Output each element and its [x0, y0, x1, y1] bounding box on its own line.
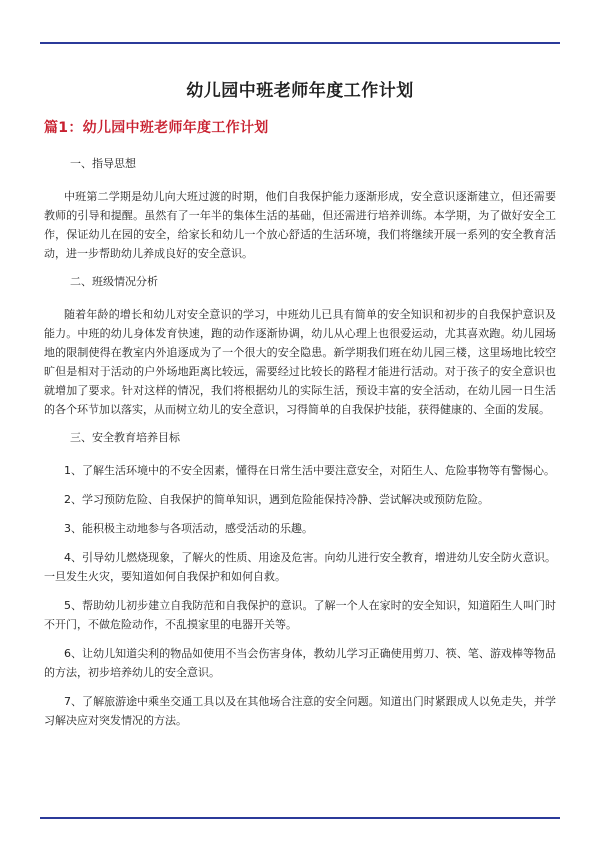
goal-item: 7、了解旅游途中乘坐交通工具以及在其他场合注意的安全问题。知道出门时紧跟成人以免走失，并学习解决应对突发情况的方法。	[44, 695, 556, 727]
section-safety-goals	[44, 429, 556, 730]
paragraph: 随着年龄的增长和幼儿对安全意识的学习，中班幼儿已具有简单的安全知识和初步的自我保护意识及能力。中班的幼儿身体发育快速，跑的动作逐渐协调，幼儿从心理上也很爱运动，尤其喜欢跑。幼儿园场地的限制使得在教室内外追逐成为了一个很大的安全隐患。新学期我们班在幼儿园三楼，这里场地比较空旷但是相对于活动的户外场地距离比较远，需要经过比较长的路程才能进行活动。对于孩子的安全意识也就增加了要求。针对这样的情况，我们将根据幼儿的实际生活，预设丰富的安全活动，在幼儿园一日生活的各个环节加以落实，从而树立幼儿的安全意识，习得简单的自我保护技能，获得健康的、全面的发展。	[44, 308, 556, 416]
goal-item: 2、学习预防危险、自我保护的简单知识，遇到危险能保持冷静、尝试解决或预防危险。	[64, 493, 489, 506]
bottom-divider	[40, 817, 560, 819]
section-title: 篇1：幼儿园中班老师年度工作计划	[44, 120, 269, 136]
section-heading: 三、安全教育培养目标	[70, 431, 180, 444]
section-heading: 一、指导思想	[70, 157, 136, 170]
section-class-analysis	[44, 273, 556, 419]
goal-item: 1、了解生活环境中的不安全因素，懂得在日常生活中要注意安全，对陌生人、危险事物等有警惕心。	[64, 464, 555, 477]
goal-item: 3、能积极主动地参与各项活动，感受活动的乐趣。	[64, 522, 313, 535]
goal-item: 5、帮助幼儿初步建立自我防范和自我保护的意识。了解一个人在家时的安全知识，知道陌生人叫门时不开门，不做危险动作，不乱摸家里的电器开关等。	[44, 599, 556, 631]
document-title: 幼儿园中班老师年度工作计划	[186, 81, 414, 101]
section-guiding-ideology	[44, 155, 556, 263]
paragraph: 中班第二学期是幼儿向大班过渡的时期，他们自我保护能力逐渐形成，安全意识逐渐建立，但还需要教师的引导和提醒。虽然有了一年半的集体生活的基础，但还需进行培养训练。本学期，为了做好安全工作，保证幼儿在园的安全，给家长和幼儿一个放心舒适的生活环境，我们将继续开展一系列的安全教育活动，进一步帮助幼儿养成良好的安全意识。	[44, 190, 556, 260]
goal-item: 4、引导幼儿燃烧现象，了解火的性质、用途及危害。向幼儿进行安全教育，增进幼儿安全防火意识。一旦发生火灾，要知道如何自我保护和如何自救。	[44, 551, 556, 583]
section-heading: 二、班级情况分析	[70, 275, 158, 288]
goal-item: 6、让幼儿知道尖利的物品如使用不当会伤害身体，教幼儿学习正确使用剪刀、筷、笔、游戏棒等物品的方法，初步培养幼儿的安全意识。	[44, 647, 556, 679]
top-divider	[40, 42, 560, 44]
document-body	[44, 76, 556, 740]
